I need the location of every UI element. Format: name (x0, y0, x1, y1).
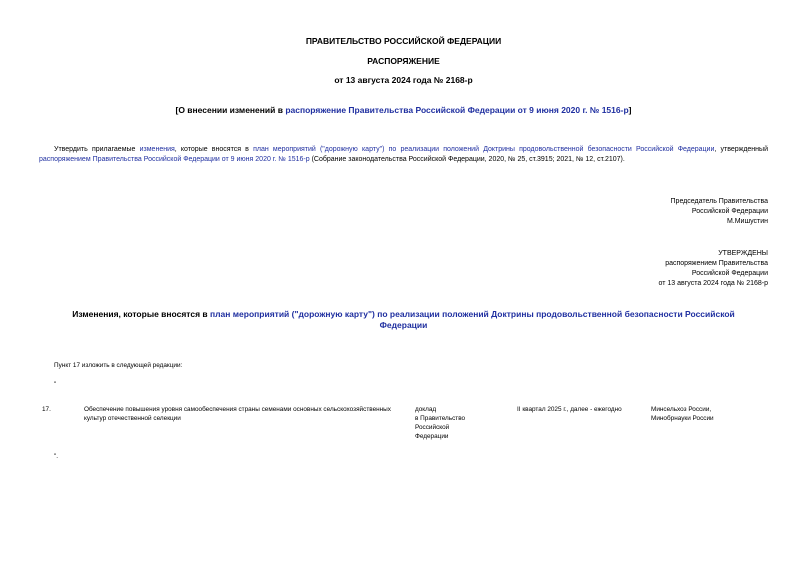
p1-text-b: , которые вносятся в (174, 146, 254, 153)
approved-heading: УТВЕРЖДЕНЫ (718, 250, 768, 257)
changes-title-link[interactable]: план мероприятий ("дорожную карту") по реализации положений Доктрины продовольственной безопасности Российской (209, 309, 735, 319)
changes-title (39, 309, 768, 331)
signature-position: Председатель Правительства (670, 198, 768, 205)
row-responsible-line1: Минсельхоз России, (651, 406, 712, 413)
open-quote: " (54, 381, 57, 388)
document-title (0, 105, 807, 115)
row-report-line1: доклад (415, 406, 437, 413)
p1-text-d: (Собрание законодательства Российской Федерации, 2020, № 25, ст.3915; 2021, № 12, ст.2107). (309, 156, 625, 163)
row-report-line2: в Правительство (415, 415, 466, 422)
signature-name: М.Мишустин (726, 218, 768, 225)
title-suffix: ] (628, 105, 632, 115)
document-type: РАСПОРЯЖЕНИЕ (367, 56, 440, 66)
point-intro: Пункт 17 изложить в следующей редакции: (54, 362, 183, 369)
row-activity (84, 405, 406, 423)
changes-link[interactable]: изменения (139, 146, 175, 153)
row-responsible (651, 405, 714, 423)
row-activity-line1: Обеспечение повышения уровня самообеспечения страны семенами основных сельскохозяйственных (84, 406, 391, 413)
title-link[interactable]: распоряжение Правительства Российской Федерации от 9 июня 2020 г. № 1516-р (285, 105, 629, 115)
government-heading: ПРАВИТЕЛЬСТВО РОССИЙСКОЙ ФЕДЕРАЦИИ (305, 36, 502, 46)
p1-text-a: Утвердить прилагаемые (54, 146, 140, 153)
row-activity-line2: культур отечественной селекции (84, 415, 181, 422)
approved-country: Российской Федерации (691, 270, 768, 277)
changes-title-prefix: Изменения, которые вносятся в (72, 309, 210, 319)
close-quote: ". (54, 453, 59, 460)
row-report-line4: Федерации (415, 433, 449, 440)
changes-title-link-2[interactable]: Федерации (379, 320, 428, 330)
main-paragraph (39, 145, 768, 165)
order-link[interactable]: распоряжением Правительства Российской Федерации от 9 июня 2020 г. № 1516-р (39, 156, 310, 163)
title-prefix: [О внесении изменений в (175, 105, 286, 115)
approved-date: от 13 августа 2024 года № 2168-р (658, 280, 768, 287)
row-responsible-line2: Минобрнауки России (651, 415, 714, 422)
roadmap-link[interactable]: план мероприятий ("дорожную карту") по реализации положений Доктрины продовольственной безопасности Российской Федерации (253, 146, 715, 153)
row-report-form (415, 405, 465, 441)
approved-by: распоряжением Правительства (665, 260, 768, 267)
row-deadline: II квартал 2025 г., далее - ежегодно (517, 406, 622, 413)
signature-country: Российской Федерации (691, 208, 768, 215)
document-date-number: от 13 августа 2024 года № 2168-р (334, 75, 473, 85)
row-report-line3: Российской (415, 424, 450, 431)
row-number: 17. (42, 406, 51, 413)
approved-block (658, 249, 768, 289)
p1-text-c: , утвержденный (714, 146, 768, 153)
signature-block (671, 197, 768, 227)
changes-title-line1 (39, 309, 768, 320)
